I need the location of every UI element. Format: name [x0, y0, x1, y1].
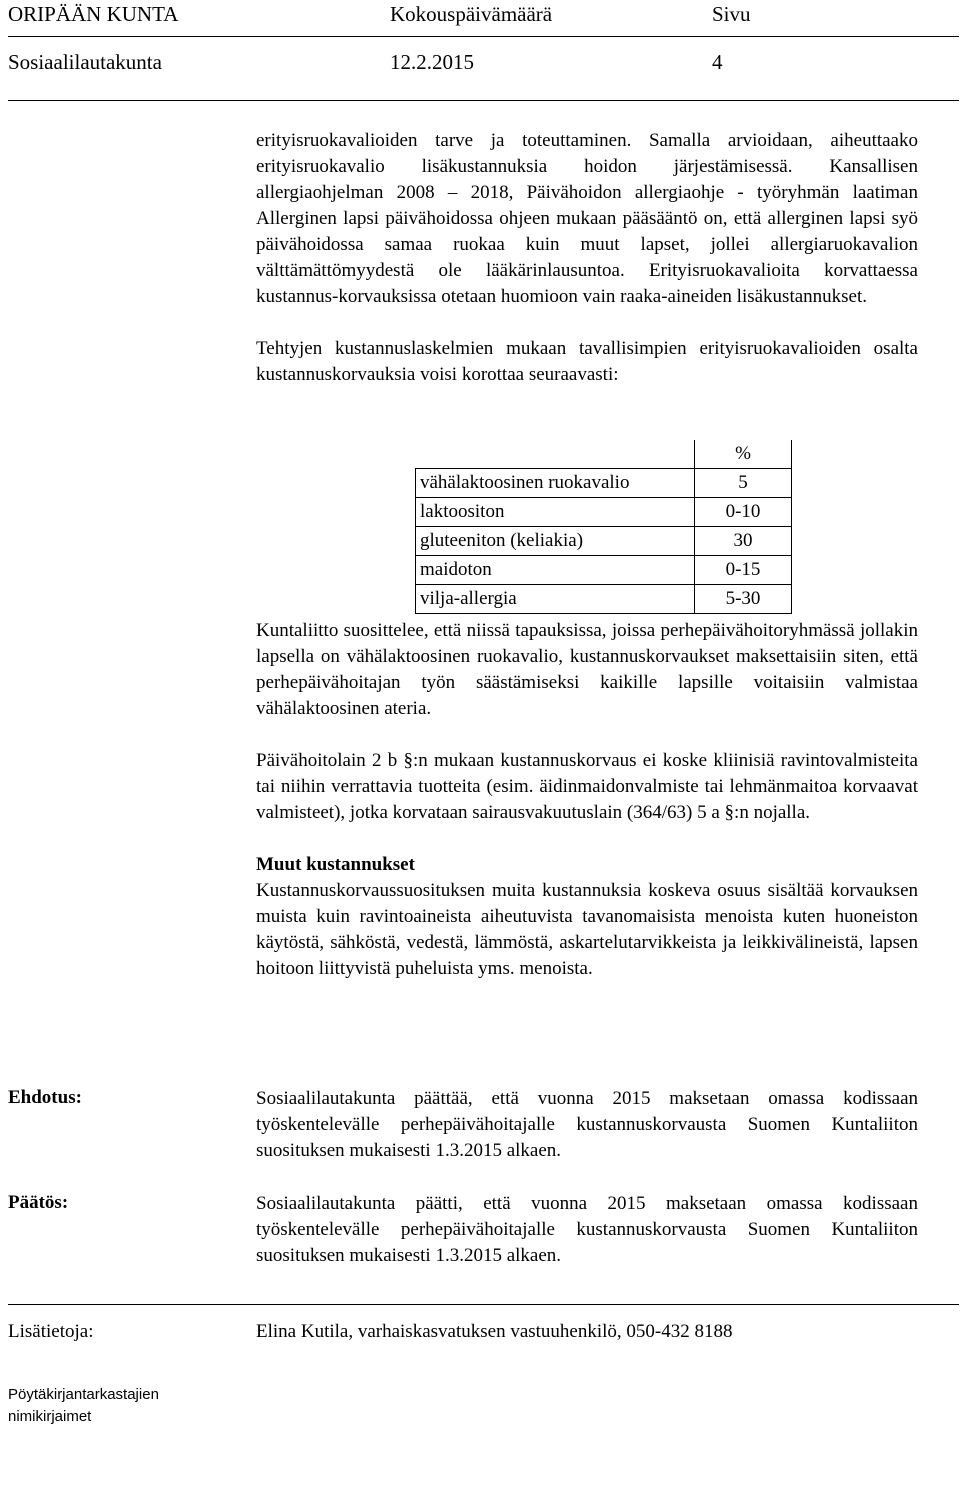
table-cell-value: 0-15	[695, 556, 792, 585]
paragraph-kuntaliitto: Kuntaliitto suosittelee, että niissä tapauksissa, joissa perhepäivähoitoryhmässä jollakin lapsella on vähälaktoosinen ruokavalio, kustannuskorvaukset maksettaisiin siten, että perhepäivähoitajan työn säästämiseksi kaikille lapsille voitaisiin valmistaa vähälaktoosinen ateria.	[256, 620, 918, 719]
paragraph-allergy-program: erityisruokavalioiden tarve ja toteuttaminen. Samalla arvioidaan, aiheuttaako erityisruokavalio lisäkustannuksia hoidon järjestämisessä. Kansallisen allergiaohjelman 2008 – 2018, Päivähoidon allergiaohje - työryhmän laatiman Allerginen lapsi päivähoidossa ohjeen mukaan pääsääntö on, että allerginen lapsi syö päivähoidossa samaa ruokaa kuin muut lapset, jollei allergiaruokavalion välttämättömyydestä ole lääkärinlausuntoa. Erityisruokavalioita korvattaessa kustannus-korvauksissa otetaan huomioon vain raaka-aineiden lisäkustannukset.	[256, 130, 918, 307]
table-row	[416, 585, 792, 614]
ehdotus-text: Sosiaalilautakunta päättää, että vuonna 2015 maksetaan omassa kodissaan työskentelevälle perhepäivähoitajalle kustannuskorvausta Suomen Kuntaliiton suosituksen mukaisesti 1.3.2015 alkaen.	[256, 1088, 918, 1161]
header-date: 12.2.2015	[390, 50, 474, 74]
table-row	[416, 498, 792, 527]
table-cell-name: gluteeniton (keliakia)	[416, 527, 695, 556]
header-page-number: 4	[712, 50, 723, 74]
footer-line-1: Pöytäkirjantarkastajien	[8, 1386, 159, 1403]
lisatietoja-text: Elina Kutila, varhaiskasvatuksen vastuuhenkilö, 050-432 8188	[256, 1321, 733, 1342]
lisatietoja-label: Lisätietoja:	[8, 1321, 94, 1342]
header-rule-bottom	[8, 100, 959, 101]
paatos-text-block	[256, 1191, 918, 1269]
ehdotus-text-block	[256, 1086, 918, 1164]
paragraph-cost-calculations: Tehtyjen kustannuslaskelmien mukaan tavallisimpien erityisruokavalioiden osalta kustannuskorvauksia voisi korottaa seuraavasti:	[256, 338, 918, 385]
header-rule-top	[8, 36, 959, 37]
table-row	[416, 469, 792, 498]
paatos-text: Sosiaalilautakunta päätti, että vuonna 2015 maksetaan omassa kodissaan työskentelevälle perhepäivähoitajalle kustannuskorvausta Suomen Kuntaliiton suosituksen mukaisesti 1.3.2015 alkaen.	[256, 1193, 918, 1266]
table-cell-value: 5	[695, 469, 792, 498]
table-cell-value: 0-10	[695, 498, 792, 527]
header-date-label: Kokouspäivämäärä	[390, 2, 553, 26]
table-row	[416, 556, 792, 585]
footer-signature-label	[8, 1384, 159, 1428]
table-header-empty	[416, 440, 695, 469]
table-header-row	[416, 440, 792, 469]
table-cell-name: laktoositon	[416, 498, 695, 527]
footer-line-2: nimikirjaimet	[8, 1408, 92, 1425]
paragraph-block-1	[256, 128, 918, 388]
section-rule	[8, 1304, 959, 1305]
table-cell-name: vilja-allergia	[416, 585, 695, 614]
table-row	[416, 527, 792, 556]
paragraph-block-2	[256, 618, 918, 982]
header-body: Sosiaalilautakunta	[8, 50, 162, 74]
header-org: ORIPÄÄN KUNTA	[8, 2, 179, 26]
table-cell-value: 30	[695, 527, 792, 556]
paragraph-muut-kustannukset: Kustannuskorvaussuosituksen muita kustannuksia koskeva osuus sisältää korvauksen muista kuin ravintoaineista aiheutuvista tavanomaisista menoista kuten huoneiston käytöstä, sähköstä, vedestä, lämmöstä, askartelutarvikkeista ja leikkivälineistä, lapsen hoitoon liittyvistä puheluista yms. menoista.	[256, 880, 918, 979]
table-cell-value: 5-30	[695, 585, 792, 614]
paatos-label: Päätös:	[8, 1192, 69, 1213]
paragraph-paivahoitolaki: Päivähoitolain 2 b §:n mukaan kustannuskorvaus ei koske kliinisiä ravintovalmisteita tai niihin verrattavia tuotteita (esim. äidinmaidonvalmiste tai lehmänmaitoa korvaavat valmisteet), jotka korvataan sairausvakuutuslain (364/63) 5 a §:n nojalla.	[256, 750, 918, 823]
header-page-label: Sivu	[712, 2, 751, 26]
table-header-percent: %	[695, 440, 792, 469]
ehdotus-label: Ehdotus:	[8, 1087, 82, 1108]
diet-cost-table	[415, 440, 792, 614]
table-cell-name: maidoton	[416, 556, 695, 585]
heading-muut-kustannukset: Muut kustannukset	[256, 854, 415, 875]
table-cell-name: vähälaktoosinen ruokavalio	[416, 469, 695, 498]
